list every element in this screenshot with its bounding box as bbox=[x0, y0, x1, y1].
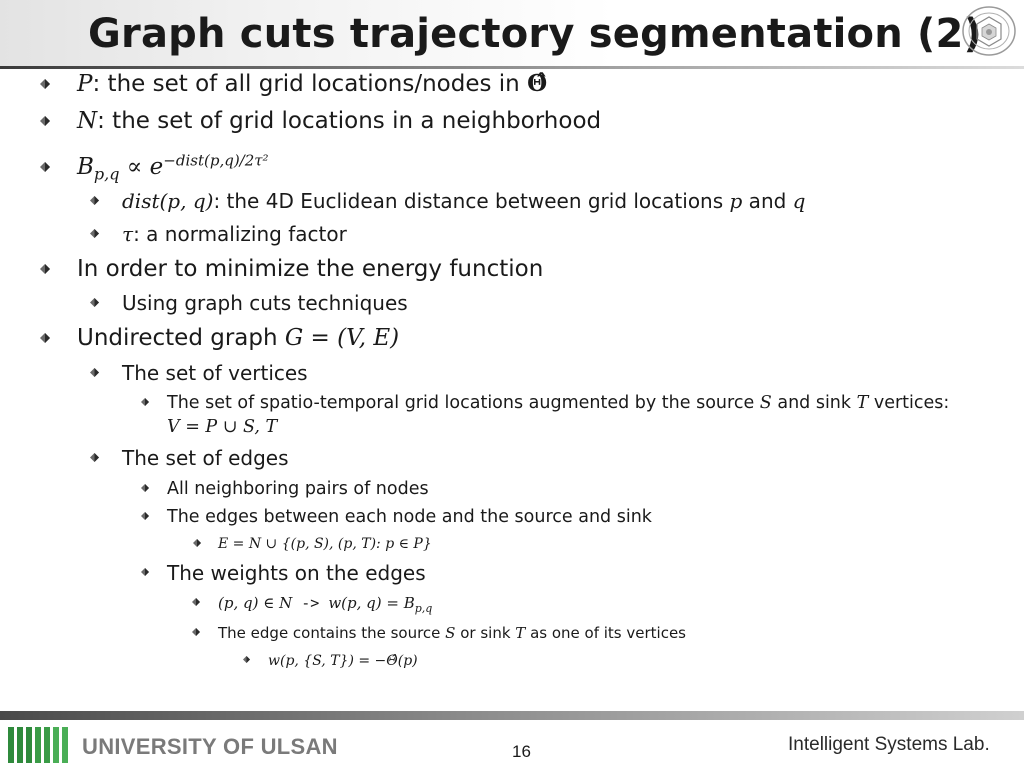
bullet-text: as one of its vertices bbox=[525, 624, 686, 642]
bullet-icon bbox=[40, 333, 50, 343]
bullet-weight-neighbor bbox=[218, 593, 432, 613]
bullet-text: : the 4D Euclidean distance between grid locations bbox=[213, 189, 730, 213]
bullet-vertices-desc bbox=[167, 392, 949, 414]
math-symbol: dist(p, q) bbox=[122, 189, 214, 213]
bullet-text: : the set of grid locations in a neighborhood bbox=[97, 108, 602, 134]
bullet-text: The set of spatio-temporal grid locations augmented by the source bbox=[167, 393, 760, 413]
university-logo-icon bbox=[8, 727, 70, 763]
bullet-text: and sink bbox=[771, 393, 857, 413]
bullet-undirected-graph bbox=[77, 324, 399, 352]
arrow-text: -> bbox=[292, 594, 329, 612]
bullet-edges bbox=[122, 446, 289, 470]
university-seal-icon bbox=[960, 4, 1018, 58]
bullet-weight-formula bbox=[268, 652, 418, 670]
math-subscript: p,q bbox=[93, 164, 120, 184]
math-expression: G = (V, E) bbox=[284, 325, 400, 351]
bullet-text: The weights on the edges bbox=[167, 561, 426, 585]
bullet-icon bbox=[90, 196, 99, 205]
slide-title: Graph cuts trajectory segmentation (2) bbox=[88, 11, 983, 57]
bullet-icon bbox=[141, 398, 149, 406]
bullet-icon bbox=[90, 298, 99, 307]
title-divider bbox=[0, 66, 1024, 69]
footer-lab: Intelligent Systems Lab. bbox=[788, 734, 990, 755]
math-expression: w(p, {S, T}) = −Θ̂(p) bbox=[268, 653, 418, 669]
bullet-text: vertices: bbox=[868, 393, 950, 413]
page-number: 16 bbox=[512, 742, 531, 761]
bullet-neighbor-pairs bbox=[167, 478, 429, 500]
bullet-text: The set of edges bbox=[122, 446, 289, 470]
math-symbol: τ bbox=[122, 222, 134, 246]
math-symbol: T bbox=[515, 624, 526, 642]
math-symbol: T bbox=[856, 393, 869, 413]
math-subscript: p,q bbox=[414, 602, 433, 615]
bullet-vertices bbox=[122, 361, 308, 385]
bullet-text: The edge contains the source bbox=[218, 624, 446, 642]
bullet-dist bbox=[122, 189, 805, 213]
bullet-tau bbox=[122, 222, 347, 246]
bullet-text: : a normalizing factor bbox=[133, 222, 347, 246]
bullet-n-neighborhood bbox=[77, 107, 601, 135]
math-symbol: Θ̂ bbox=[527, 70, 548, 97]
bullet-icon bbox=[90, 368, 99, 377]
bullet-icon bbox=[40, 264, 50, 274]
bullet-icon bbox=[90, 229, 99, 238]
bullet-icon bbox=[40, 162, 50, 172]
math-symbol: S bbox=[445, 624, 456, 642]
bullet-weights bbox=[167, 561, 426, 585]
math-symbol: q bbox=[792, 189, 806, 213]
bullet-weight-terminal bbox=[218, 623, 686, 643]
math-exponent: −dist(p,q)/2τ² bbox=[163, 151, 269, 170]
math-expression: (p, q) ∈ N bbox=[218, 594, 293, 612]
bullet-text: The edges between each node and the source and sink bbox=[167, 507, 652, 527]
bullet-text: or sink bbox=[455, 624, 516, 642]
math-expression: w(p, q) = B bbox=[328, 594, 415, 612]
bullet-edges-source-sink bbox=[167, 506, 652, 528]
bullet-b-pq bbox=[77, 151, 269, 184]
math-symbol: p bbox=[729, 189, 743, 213]
math-symbol: N bbox=[77, 108, 98, 134]
math-expression: E = N ∪ {(p, S), (p, T): p ∈ P} bbox=[218, 536, 432, 552]
footer-university: UNIVERSITY OF ULSAN bbox=[82, 734, 338, 759]
math-symbol: S bbox=[759, 393, 772, 413]
footer-divider bbox=[0, 711, 1024, 720]
vertices-formula bbox=[167, 416, 277, 438]
bullet-icon bbox=[243, 656, 250, 663]
bullet-icon bbox=[193, 539, 201, 547]
bullet-icon bbox=[141, 512, 149, 520]
bullet-text: and bbox=[742, 189, 793, 213]
bullet-graph-cuts bbox=[122, 291, 408, 315]
bullet-icon bbox=[192, 628, 200, 636]
bullet-text: The set of vertices bbox=[122, 361, 308, 385]
math-symbol: e bbox=[149, 154, 164, 180]
bullet-edge-set bbox=[218, 535, 432, 553]
bullet-minimize bbox=[77, 255, 543, 283]
bullet-text: In order to minimize the energy function bbox=[77, 256, 544, 282]
math-expression: V = P ∪ S, T bbox=[167, 417, 278, 437]
bullet-text: All neighboring pairs of nodes bbox=[167, 479, 429, 499]
bullet-icon bbox=[40, 116, 50, 126]
bullet-icon bbox=[90, 453, 99, 462]
bullet-icon bbox=[141, 568, 149, 576]
bullet-text: : the set of all grid locations/nodes in bbox=[92, 71, 528, 97]
bullet-icon bbox=[192, 598, 200, 606]
math-symbol: P bbox=[77, 71, 93, 97]
bullet-icon bbox=[40, 79, 50, 89]
bullet-icon bbox=[141, 484, 149, 492]
bullet-p-nodes bbox=[77, 70, 547, 98]
math-symbol: B bbox=[77, 154, 94, 180]
bullet-text: Using graph cuts techniques bbox=[122, 291, 408, 315]
bullet-text: Undirected graph bbox=[77, 325, 285, 351]
math-operator: ∝ bbox=[119, 154, 150, 180]
